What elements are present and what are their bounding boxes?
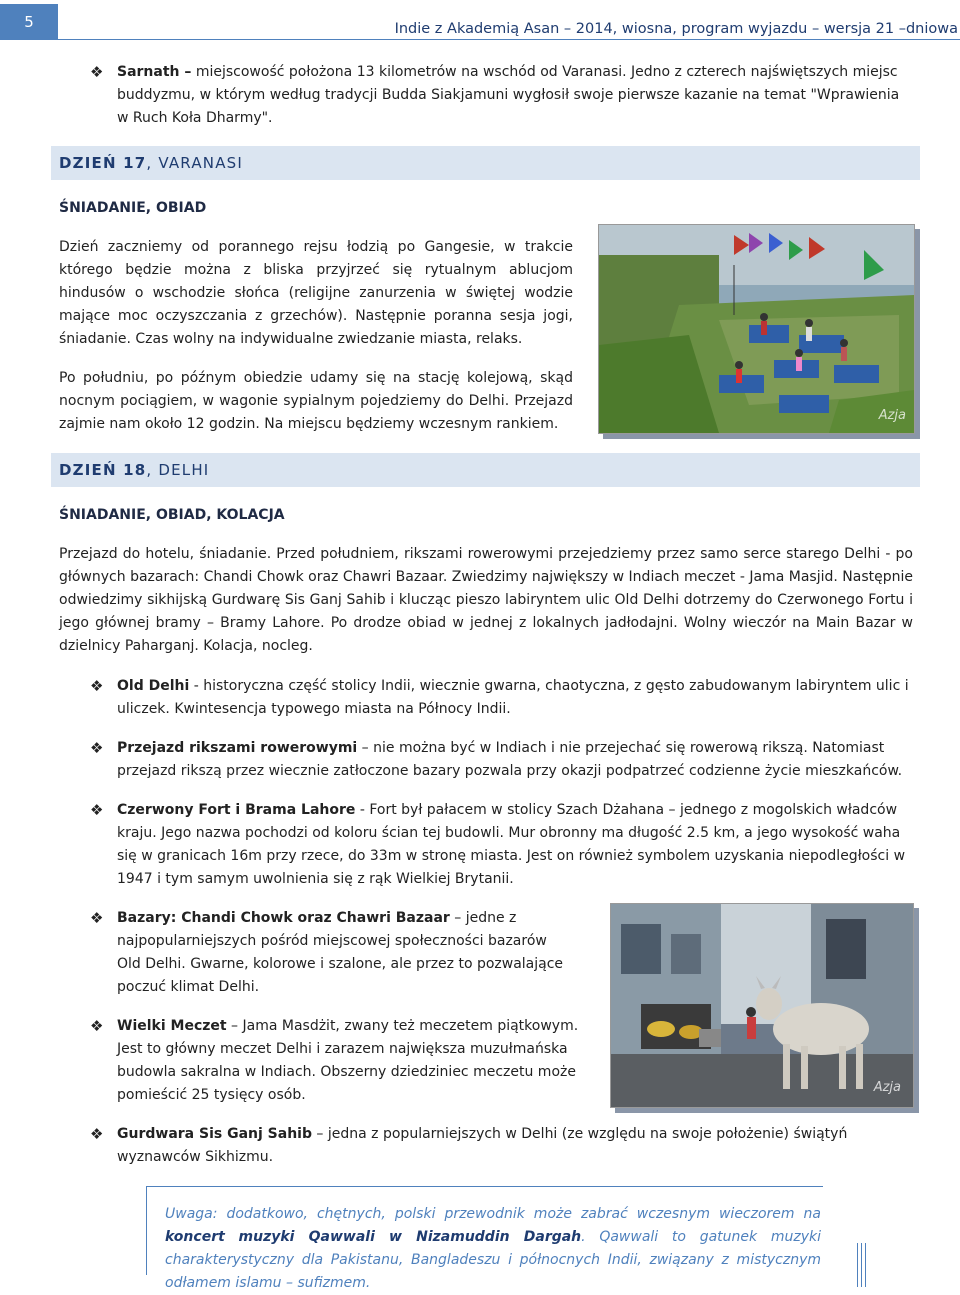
photo-watermark: Azja (878, 408, 906, 423)
photo-watermark: Azja (873, 1080, 901, 1095)
list-item-text: Sarnath – miejscowość położona 13 kilometrów na wschód od Varanasi. Jedno z czterech najświętszych miejsc buddyzmu, w którym według tradycji Budda Siakjamuni wygłosił swoje pierwsze kazanie na temat "Wprawienia w Ruch Koła Dharmy". (117, 64, 900, 126)
day-17-heading: DZIEŃ 17, VARANASI (51, 146, 920, 180)
diamond-bullet-icon: ❖ (90, 1017, 104, 1035)
yoga-terrace-illustration (599, 225, 914, 433)
list-item-sarnath (90, 61, 914, 130)
decorative-bars-icon (857, 1243, 869, 1287)
list-item-rickshaw: ❖ Przejazd rikszami rowerowymi – nie można być w Indiach i nie przejechać się rowerową rikszą. Natomiast przejazd rikszą przez wiecznie zatłoczone bazary pozwala przy okazji podpatrzeć codzienne życie mieszkańców. (90, 739, 903, 779)
diamond-bullet-icon: ❖ (90, 801, 104, 819)
diamond-bullet-icon: ❖ (90, 739, 104, 757)
qawwali-note-text: Uwaga: dodatkowo, chętnych, polski przewodnik może zabrać wczesnym wieczorem na koncert muzyki Qawwali w Nizamuddin Dargah. Qawwali to gatunek muzyki charakterystyczny dla Pakistanu, Bangladeszu i północnych Indii, związany z mistycznym odłamem islamu – sufizmem. (165, 1206, 821, 1291)
diamond-bullet-icon: ❖ (90, 909, 104, 927)
day-17-meals: ŚNIADANIE, OBIAD (59, 200, 207, 216)
page-number: 5 (0, 4, 58, 40)
header-rule (58, 39, 960, 40)
day-18-paragraph: Przejazd do hotelu, śniadanie. Przed południem, rikszami rowerowymi przejedziemy przez samo serce starego Delhi - po głównych bazarach: Chandi Chowk oraz Chawri Bazaar. Zwiedzimy największy w Indiach meczet - Jama Masjid. Następnie odwiedzimy sikhijską Gurdwarę Sis Ganj Sahib i klucząc pieszo labiryntem ulic Old Delhi dotrzemy do Czerwonego Fortu i jego głównej bramy – Bramy Lahore. Po drodze obiad w jednej z lokalnych jadłodajni. Wolny wieczór na Main Bazar w dzielnicy Paharganj. Kolacja, nocleg. (59, 546, 913, 654)
running-header: Indie z Akademią Asan – 2014, wiosna, program wyjazdu – wersja 21 –dniowa (394, 21, 958, 37)
list-item-old-delhi: ❖ Old Delhi - historyczna część stolicy Indii, wiecznie gwarna, chaotyczna, z gęsto zabudowanym labiryntem ulic i uliczek. Kwintesencja typowego miasta na Północy Indii. (90, 677, 909, 717)
day-17-paragraph-2: Po południu, po późnym obiedzie udamy się na stację kolejową, skąd nocnym pociągiem, w wagonie sypialnym pojedziemy do Delhi. Przejazd zajmie nam około 12 godzin. Na miejscu będziemy wczesnym rankiem. (59, 370, 573, 432)
day-18-heading: DZIEŃ 18, DELHI (51, 453, 920, 487)
list-item-jama-masjid: ❖ Wielki Meczet – Jama Masdżit, zwany też meczetem piątkowym. Jest to główny meczet Delhi i zarazem największa muzułmańska budowla sakralna w Indiach. Obszerny dziedziniec meczetu może pomieścić 25 tysięcy osób. (90, 1017, 579, 1103)
old-delhi-street-photo (610, 903, 914, 1108)
list-item-bazaars: ❖ Bazary: Chandi Chowk oraz Chawri Bazaar – jedne z najpopularniejszych pośród miejscowej społeczności bazarów Old Delhi. Gwarne, kolorowe i szalone, ale przez to pozwalające poczuć klimat Delhi. (90, 909, 564, 995)
yoga-terrace-photo (598, 224, 915, 434)
qawwali-note-box (146, 1186, 823, 1291)
list-item-red-fort: ❖ Czerwony Fort i Brama Lahore - Fort był pałacem w stolicy Szach Dżahana – jednego z mogolskich władców kraju. Jego nazwa pochodzi od koloru ścian tej budowli. Mur obronny ma długość 2.5 km, a jego wysokość waha się w granicach 16m przy rzece, do 33m w stronę miasta. Jest on również symbolem uzyskania niepodległości w 1947 i tym samym uwolnienia się z rąk Wielkiej Brytanii. (90, 801, 906, 887)
diamond-bullet-icon: ❖ (90, 677, 104, 695)
day-18-meals: ŚNIADANIE, OBIAD, KOLACJA (59, 507, 285, 523)
street-cow-illustration (611, 904, 913, 1107)
diamond-bullet-icon: ❖ (90, 63, 104, 81)
day-17-paragraph-1: Dzień zaczniemy od porannego rejsu łodzią po Gangesie, w trakcie którego będzie można z bliska przyjrzeć się rytualnym ablucjom hindusów o wschodzie słońca (religijne zanurzenia w świętej wodzie mające moc oczyszczania z grzechów). Następnie poranna sesja jogi, śniadanie. Czas wolny na indywidualne zwiedzanie miasta, relaks. (59, 239, 573, 347)
diamond-bullet-icon: ❖ (90, 1125, 104, 1143)
list-item-gurdwara: ❖ Gurdwara Sis Ganj Sahib – jedna z popularniejszych w Delhi (ze względu na swoje położenie) świątyń wyznawców Sikhizmu. (90, 1125, 848, 1165)
